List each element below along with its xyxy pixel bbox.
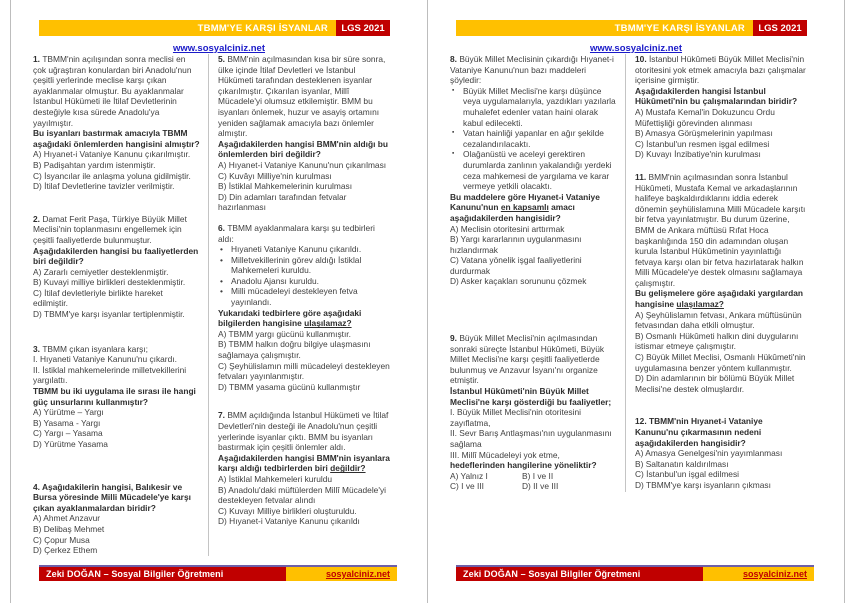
page-footer [456,565,814,581]
question-part: ▪ Vatan hainliği yapanlar en ağır şekilde cezalandırılacaktı. [452,128,604,149]
question-part: ▪ Olağanüstü ve aceleyi gerektiren durumlarda zanlının yakalandığı yerdeki ceza mahkemesi de yargılama ve karar vermeye yetkili olacaktı. [452,149,612,192]
website-link[interactable]: www.sosyalciniz.net [589,43,683,54]
question-q7 [218,410,391,527]
header-title-bar [39,20,336,36]
question-q1 [33,54,200,192]
question-part [450,471,617,482]
lgs-badge-label: LGS 2021 [758,22,802,34]
question-part: III. Millî Mücadeleyi yok etme, [450,449,560,460]
question-part: D) Asker kaçakları sorununu çözmek [450,276,587,287]
website-link[interactable]: www.sosyalciniz.net [172,43,266,54]
question-part: C) Büyük Millet Meclisi, Osmanlı Hükûmeti'nin uygulamasına benzer yöntem kullanmıştır. [635,352,806,373]
square-bullet-icon: ▪ [452,86,455,94]
question-q8 [450,54,617,287]
question-columns [33,54,412,556]
option-cell: A) Yalnız I [450,470,488,481]
question-part: 1. TBMM'nin açılışından sonra meclisi en çok uğraştıran konulardan biri Anadolu'nun çeşitli yerlerinde meclise karşı çıkan ayaklanmalar olmuştur. Bu ayaklanmalar İstanbul Hükümeti ile İtilaf Devletlerinin desteğiyle kısa sürede Anadolu'ya yayılmıştır. [33,54,192,128]
question-part: B) Saltanatın kaldırılması [635,458,729,469]
bullet-icon: • [220,254,223,265]
question-q3 [33,344,200,450]
question-part: 10. İstanbul Hükûmeti Büyük Millet Meclisi'nin otoritesini yok etmek amacıyla bazı çalışmalar içerisine girmiştir. [635,54,806,86]
option-cell: C) I ve III [450,481,484,492]
question-part: II. İstiklal mahkemelerinde milletvekillerini yargılattı. [33,364,187,386]
question-part: 7. BMM açıldığında İstanbul Hükümeti ve İtilaf Devletleri'nin desteği ile Anadolu'nun çeşitli yerlerinde isyanlar çıktı. BMM bu isyanları bastırmak için çeşitli önlemler aldı. [218,410,389,453]
question-part: 6. TBMM ayaklanmalara karşı şu tedbirleri aldı: [218,222,375,244]
footer-site-bar [703,567,814,581]
question-part: B) İstiklal Mahkemelerinin kurulması [218,181,353,192]
question-part: D) TBMM'ye karşı isyanlar tertiplenmiştir. [33,309,185,320]
question-part: B) Yargı kararlarının uygulanmasını hızlandırmak [450,234,582,255]
page-header [39,20,390,36]
page-footer [39,565,397,581]
question-part: D) Yürütme Yasama [33,439,108,449]
question-part: ▪ Büyük Millet Meclisi'ne karşı düşünce veya uygulamalarıyla, yazdıkları yazılarla muhalefet edenler vatan haini olarak kabul edilecekti. [452,85,616,128]
question-part: Bu isyanları bastırmak amacıyla TBMM aşağıdaki önlemlerden hangisini almıştır? [33,128,200,149]
question-part: 11. BMM'nin açılmasından sonra İstanbul Hükûmeti, Mustafa Kemal ve arkadaşlarının halifeye başkaldırdıklarını iddia ederek dönemin şeyhülislamına Milli Mücadele karşıtı bir fetva yayınlatmıştır. Bu durum üzerine, BMM de Ankara müftüsü Rıfat Hoca başkanlığında 150 din adamından oluşan kurula İstanbul Hükûmetinin yayınlattığı fetvaya karşı olan bir fetva hazırlatarak halkın Milli Mücadele'ye destek olmasını sağlamaya çalışmıştır. [635,171,806,288]
question-part: 8. Büyük Millet Meclisinin çıkardığı Hıyanet-i Vataniye Kanunu'nun bazı maddeleri şöyledir: [450,54,614,86]
question-part: C) Kuvâyı Milliye'nin kurulması [218,170,332,181]
question-part: C) Vatana yönelik işgal faaliyetlerini durdurmak [450,255,582,276]
column-2 [209,54,391,556]
question-part: A) Hıyanet-i Vataniye Kanunu'nun çıkarılması [218,159,387,170]
question-part: B) Kuvayi milliye birlikleri desteklenmiştir. [33,277,186,288]
question-part: A) Meclisin otoritesini arttırmak [450,223,565,234]
page-header [456,20,807,36]
question-part: İstanbul Hükûmeti'nin Büyük Millet Meclisi'ne karşı gösterdiği bu faaliyetler; [450,386,612,407]
question-q6 [218,223,391,393]
question-part: A) Mustafa Kemal'in Dokuzuncu Ordu Müfettişliği görevinden alınması [635,106,775,128]
page-2 [428,0,845,603]
question-part: 2. Damat Ferit Paşa, Türkiye Büyük Millet Meclisi'nin toplanmasını engellemek için çeşitli faaliyetlerde bulunmuştur. [33,213,187,245]
question-part: C) İsyancılar ile anlaşma yoluna gidilmiştir. [33,170,191,181]
option-cell: B) I ve II [522,470,554,481]
question-part: A) Ahmet Anzavur [33,513,101,524]
question-part: B) Delibaş Mehmet [33,523,105,534]
bullet-icon: • [220,275,223,286]
question-part: II. Sevr Barış Antlaşması'nın uygulanmasını sağlama [450,428,612,449]
question-part: Aşağıdakilerden hangisi BMM'nin isyanlara karşı aldığı tedbirlerden biri değildir? [218,452,390,474]
question-q2 [33,214,200,320]
lgs-badge [753,20,807,36]
lgs-badge [336,20,390,36]
question-part: B) TBMM halkın doğru bilgiye ulaşmasını sağlamaya çalışmıştır. [218,339,371,361]
footer-site-link[interactable]: sosyalciniz.net [742,569,807,579]
question-q5 [218,54,391,213]
header-link-row [428,38,844,54]
footer-author: Zeki DOĞAN – Sosyal Bilgiler Öğretmeni [463,569,641,579]
question-part: 12. TBMM'nin Hıyanet-i Vataniye Kanunu'nu çıkarmasının nedeni aşağıdakilerden hangisidir? [635,416,763,448]
page-title: TBMM'YE KARŞI İSYANLAR [197,22,328,34]
column-1 [33,54,209,556]
question-part: Bu gelişmelere göre aşağıdaki yargılardan hangisine ulaşılamaz? [635,288,804,310]
question-part: B) Anadolu'daki müftülerden Millî Mücadele'yi destekleyen fetvalar alındı [218,484,386,506]
question-part: B) Padişahtan yardım istenmiştir. [33,159,156,170]
question-part: B) Amasya Görüşmelerinin yapılması [635,128,773,139]
page-title: TBMM'YE KARŞI İSYANLAR [614,22,745,34]
square-bullet-icon: ▪ [452,129,455,137]
question-q9 [450,333,617,492]
question-part: Aşağıdakilerden hangisi bu faaliyetlerden biri değildir? [33,245,199,267]
page-1 [11,0,428,603]
question-part: A) İstiklal Mahkemeleri kuruldu [218,473,333,484]
option-cell: D) II ve III [522,481,559,492]
footer-site-link[interactable]: sosyalciniz.net [325,569,390,579]
lgs-badge-label: LGS 2021 [341,22,385,34]
question-part: D) Kuvayı İnzibatiye'nin kurulması [635,149,761,160]
question-part [450,481,617,492]
question-part: D) Din adamlarının bir bölümü Büyük Millet Meclisi'ne destek olmuşlardır. [635,373,795,394]
question-columns [450,54,829,492]
footer-author: Zeki DOĞAN – Sosyal Bilgiler Öğretmeni [46,569,224,579]
worksheet [10,0,847,603]
question-part: • Hıyaneti Vataniye Kanunu çıkarıldı. [220,244,362,255]
question-part: Bu maddelere göre Hıyanet-i Vataniye Kanunu'nun en kapsamlı amacı aşağıdakilerden hangisidir? [450,191,600,223]
question-part: C) Çopur Musa [33,534,90,545]
question-part: B) Osmanlı Hükûmeti halkın dini duygularını istismar etmeye çalışmıştır. [635,330,799,352]
question-part: hedeflerinden hangilerine yöneliktir? [450,460,597,471]
footer-author-bar [39,567,286,581]
question-q4 [33,482,200,556]
question-part: • Milletvekillerinin görev aldığı İstiklal Mahkemeleri kuruldu. [220,254,362,276]
column-4 [626,54,808,492]
question-part: A) Yürütme – Yargı [33,407,104,418]
question-part: Yukarıdaki tedbirlere göre aşağıdaki bilgilerden hangisine ulaşılamaz? [218,307,362,329]
question-part: I. Büyük Millet Meclisi'nin otoritesini zayıflatma, [450,407,581,428]
bullet-icon: • [220,244,223,255]
question-q12 [635,416,808,490]
question-part: TBMM bu iki uygulama ile sırası ile hangi güç unsurlarını kullanmıştır? [33,386,196,407]
question-part: D) İtilaf Devletlerine tavizler verilmiştir. [33,181,175,192]
question-part: 5. BMM'nin açılmasından kısa bir süre sonra, ülke içinde İtilaf Devletleri ve İstanbul Hükümeti tarafından desteklenen isyanlar çıkarılmıştır. Çıkarılan isyanlar, Millî Mücadele'yi olumsuz etkilemiştir. BMM bu isyanları önlemek, huzur ve asayiş ortamını yeniden sağlamak amacıyla bazı önlemler almıştır. [218,54,386,139]
question-part: C) İstanbul'un işgal edilmesi [635,469,740,480]
question-part: 9. Büyük Millet Meclisi'nin açılmasından sonraki süreçte İstanbul Hükûmeti, Büyük Millet Meclisi'ne karşı çeşitli faaliyetlerde bulunmuş ve Anzavur İsyanı'nı organize etmiştir. [450,333,605,386]
question-part: D) Çerkez Ethem [33,545,98,556]
question-part: A) Hıyanet-i Vataniye Kanunu çıkarılmıştır. [33,149,191,160]
question-part: A) Zararlı cemiyetler desteklenmiştir. [33,266,169,277]
header-link-row [11,38,427,54]
question-part: • Anadolu Ajansı kuruldu. [220,275,319,286]
question-part: C) İtilaf devletleriyle birlikte hareket edilmiştir. [33,287,163,309]
question-q11 [635,172,808,394]
bullet-icon: • [220,286,223,297]
column-3 [450,54,626,492]
question-part: A) TBMM yargı gücünü kullanmıştır. [218,328,351,339]
question-part: A) Şeyhülislamın fetvası, Ankara müftüsünün fetvasından daha etkili olmuştur. [635,309,802,331]
header-title-bar [456,20,753,36]
question-part: Aşağıdakilerden hangisi BMM'nin aldığı bu önlemlerden biri değildir? [218,138,388,160]
footer-author-bar [456,567,703,581]
question-part: 3. TBMM çıkan isyanlara karşı; [33,343,148,354]
question-part: C) Şeyhülislamın milli mücadeleyi destekleyen fetvaları yayınlanmıştır. [218,360,390,382]
question-part: C) İstanbul'un resmen işgal edilmesi [635,138,770,149]
square-bullet-icon: ▪ [452,150,455,158]
question-part: B) Yasama - Yargı [33,417,101,428]
question-part: Aşağıdakilerden hangisi İstanbul Hükûmeti'nin bu çalışmalarından biridir? [635,85,798,107]
question-part: C) Kuvayı Milliye birlikleri oluşturuldu. [218,505,357,516]
question-part: A) Amasya Genelgesi'nin yayımlanması [635,448,783,459]
question-part: D) Din adamları tarafından fetvalar hazırlanması [218,191,347,213]
question-part: • Milli mücadeleyi destekleyen fetva yayınlandı. [220,286,358,308]
question-part: D) Hıyanet-i Vataniye Kanunu çıkarıldı [218,516,360,527]
question-part: I. Hıyaneti Vataniye Kanunu'nu çıkardı. [33,354,177,365]
question-part: C) Yargı – Yasama [33,428,103,439]
question-part: 4. Aşağıdakilerin hangisi, Balıkesir ve Bursa yöresinde Milli Mücadele'ye karşı çıkan ayaklanmalardan biridir? [33,481,191,513]
question-q10 [635,54,808,160]
footer-site-bar [286,567,397,581]
question-part: D) TBMM'ye karşı isyanların çıkması [635,479,771,490]
question-part: D) TBMM yasama gücünü kullanmıştır [218,381,361,392]
